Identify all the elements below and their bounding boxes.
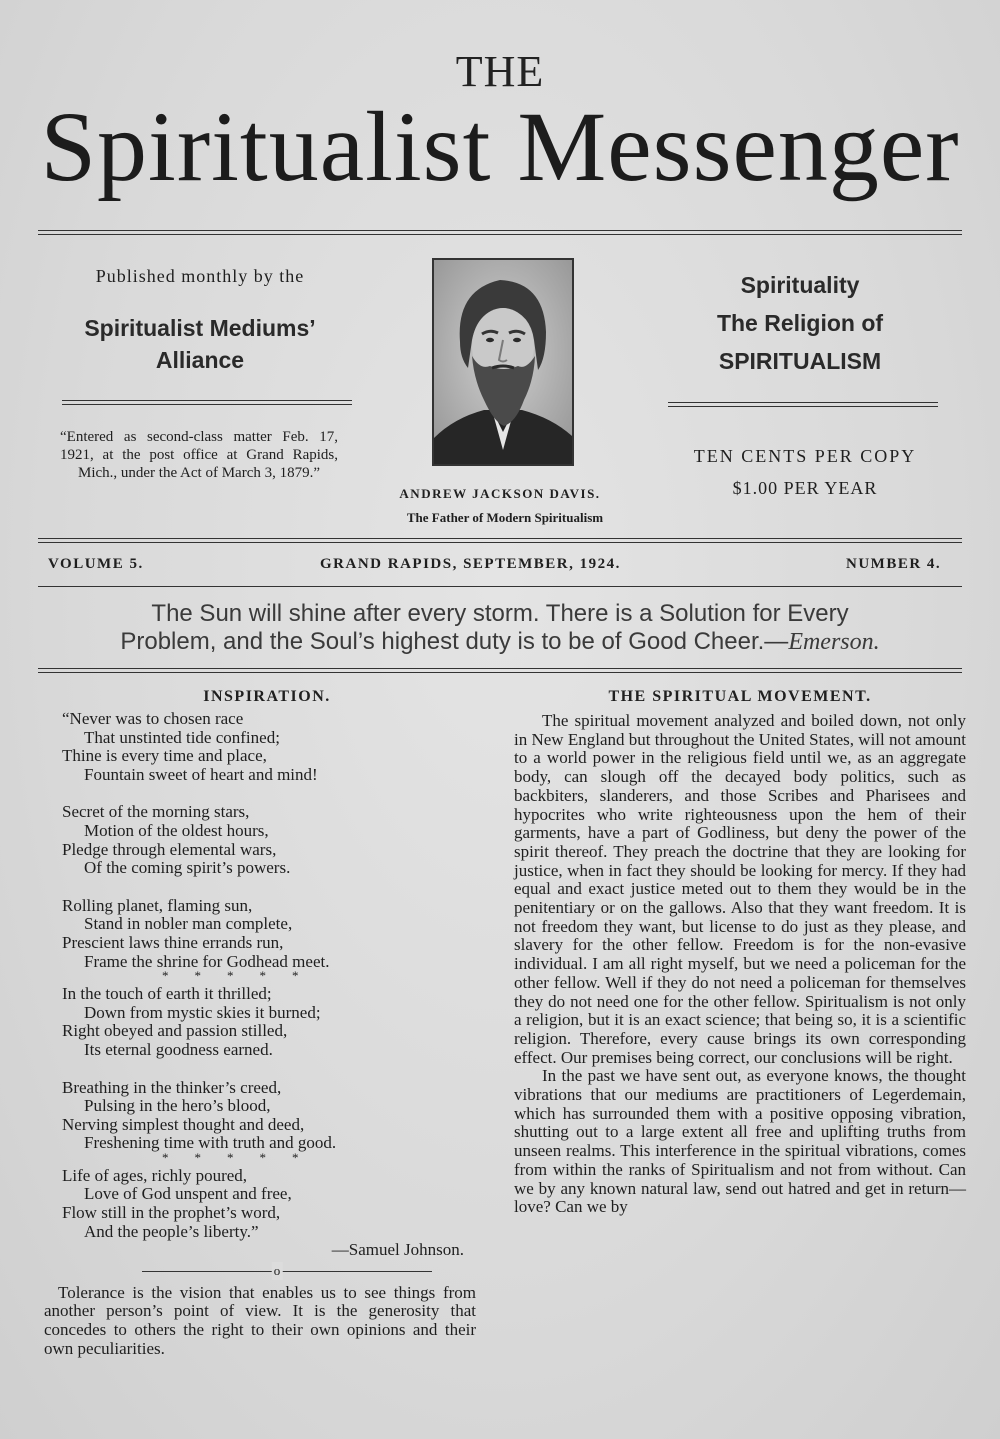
poem-line: Thine is every time and place, [62,746,267,766]
article-heading: THE SPIRITUAL MOVEMENT. [608,688,872,705]
issue-place-date: GRAND RAPIDS, SEPTEMBER, 1924. [320,556,621,572]
poem-body [44,709,492,1358]
poem-asterism: * * * * * [162,968,299,984]
poem-stanza-1 [62,710,492,784]
quote-line2-text: Problem, and the Soul’s highest duty is to be of Good Cheer.— [120,628,789,655]
poem-stanza-6 [62,1167,492,1241]
publisher-line1: Spiritualist Mediums’ [84,315,316,341]
poem-line: Down from mystic skies it burned; [84,1002,321,1022]
article-paragraph-1: The spiritual movement analyzed and boiled down, not only in New England but throughout the United States, will not amount to a world power in the religious field until we, as an aggregate body, can slough off the decayed body politics, such as backbiters, slanderers, and those Scribes and Pharisees and hypocrites who write righteousness upon the hem of their garments, have a part of Godliness, but deny the power of the spirit thereof. They preach the doctrine that they are looking for justice, when in fact they should be looking for mercy. If they had equal and exact justice meted out to them they would be in the penitentiary or on the gallows. Also that they want freedom. It is not freedom they want, but license to do just as they please, and slavery for the other fellow. Freedom is for the non-evasive individual. I am all right myself, but we need a policeman for the other fellow. Well if they do not need a policeman for themselves they do not need one for the other fellow. Spiritualism is not only a religion, but it is an exact science; that being so, it is a scientific religion. Therefore, every cause brings its own corresponding effect. Our premises being correct, our conclusions will be right. [514,711,966,1067]
poem-line: Pulsing in the hero’s blood, [84,1096,271,1116]
poem-line: Motion of the oldest hours, [84,820,269,840]
motto-line1: Spirituality [740,272,860,298]
motto-line2: The Religion of [716,310,884,336]
poem-line: Freshening time with truth and good. [84,1133,337,1153]
quote-author: Emerson. [788,629,880,655]
poem-line: “Never was to chosen race [62,709,244,728]
tolerance-paragraph: Tolerance is the vision that enables us to see things from another person’s point of view. It is the generosity that concedes to others the right to their own opinions and their own peculiarities. [44,1282,476,1358]
poem-stanza-5 [62,1079,492,1153]
quote-rule [38,668,962,673]
poem-line: Its eternal goodness earned. [84,1039,273,1059]
poem-line: Pledge through elemental wars, [62,839,277,859]
emerson-quote [20,600,980,656]
poem-line: Nerving simplest thought and deed, [62,1114,305,1134]
poem-line: Breathing in the thinker’s creed, [62,1077,282,1097]
divider-mark: o [272,1262,283,1281]
poem-line: Right obeyed and passion stilled, [62,1021,288,1041]
masthead-title: Spiritualist Messenger [40,91,960,202]
poem-line: Secret of the morning stars, [62,802,250,822]
poem-stanza-2 [62,803,492,877]
poem-asterism: * * * * * [162,1149,299,1165]
published-by: Published monthly by the [95,266,305,286]
poem-line: Prescient laws thine errands run, [62,932,284,952]
poem-line: Rolling planet, flaming sun, [62,895,253,915]
poem-line: Life of ages, richly poured, [62,1165,248,1185]
volume-number: VOLUME 5. [48,556,144,572]
price-per-year: $1.00 PER YEAR [732,478,878,498]
article-body [514,712,966,1217]
publisher-line2: Alliance [155,347,245,373]
poem-attribution: —Samuel Johnson. [331,1240,464,1260]
masthead-the: THE [455,47,545,96]
price-per-copy: TEN CENTS PER COPY [693,446,917,466]
article-paragraph-2: In the past we have sent out, as everyone knows, the thought vibrations that our mediums are practitioners of Legerdemain, which has surrounded them with a positive opposing vibration, shutting out to a large extent all free and uplifting truths from unseen realms. This interference in the spiritual vibrations, comes from within the ranks of Spiritualism and not from without. Can we by any known natural law, send out hatred and get in return—love? Can we by [514,1066,966,1217]
poem-line: Of the coming spirit’s powers. [84,858,291,878]
poem-line: And the people’s liberty.” [84,1221,259,1241]
poem-line: Frame the shrine for Godhead meet. [84,951,330,971]
motto [660,266,940,380]
poem-line: Love of God unspent and free, [84,1184,292,1204]
right-header-rule [668,402,938,407]
motto-line3: SPIRITUALISM [718,348,882,374]
postal-notice: “Entered as second-class matter Feb. 17, 1921, at the post office at Grand Rapids, Mich., under the Act of March 3, 1879.” [60,429,338,481]
portrait-caption-subtitle: The Father of Modern Spiritualism [406,510,604,525]
section-divider [62,1264,492,1278]
publisher-name [50,312,350,376]
poem-line: Fountain sweet of heart and mind! [84,764,318,784]
poem-line: In the touch of earth it thrilled; [62,984,272,1004]
quote-line2 [20,628,980,656]
left-header-rule [62,400,352,405]
bearded-man-portrait-icon [434,260,572,464]
poem-line: Flow still in the prophet’s word, [62,1203,281,1223]
poem-stanza-3 [62,897,492,971]
issue-number: NUMBER 4. [846,556,942,572]
portrait-caption-name: ANDREW JACKSON DAVIS. [399,486,601,501]
poem-line: That unstinted tide confined; [84,727,280,747]
issue-rule-bottom [38,586,962,587]
masthead-rule [38,230,962,235]
poem-heading: INSPIRATION. [203,688,331,705]
issue-rule-top [38,538,962,543]
portrait-image [432,258,574,466]
quote-line1: The Sun will shine after every storm. There is a Solution for Every [151,600,849,627]
poem-line: Stand in nobler man complete, [84,914,293,934]
poem-stanza-4 [62,985,492,1059]
